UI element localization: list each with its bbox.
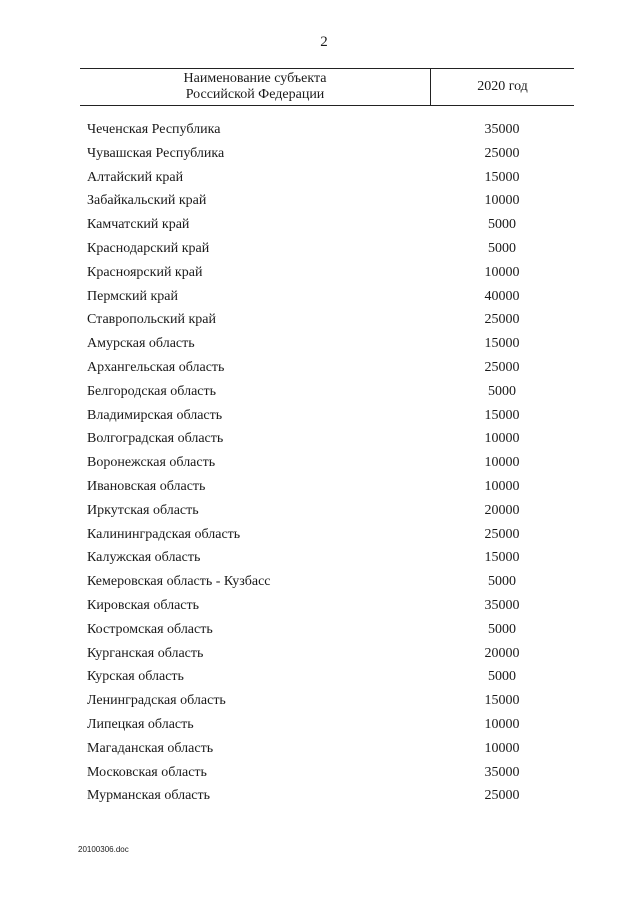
table-row (0, 643, 640, 667)
region-name: Белгородская область (87, 383, 217, 399)
table-row (0, 167, 640, 191)
table-row (0, 190, 640, 214)
region-name: Калининградская область (87, 526, 241, 542)
region-name: Амурская область (87, 336, 195, 352)
region-value-2020: 5000 (488, 574, 516, 590)
region-value-2020: 5000 (488, 383, 516, 399)
table-row (0, 309, 640, 333)
table-row (0, 357, 640, 381)
region-name: Курская область (87, 669, 184, 685)
table-row (0, 571, 640, 595)
region-value-2020: 25000 (484, 788, 520, 804)
region-name: Ставропольский край (87, 312, 216, 328)
region-name: Архангельская область (87, 359, 225, 375)
region-value-2020: 35000 (484, 122, 520, 137)
region-name: Калужская область (87, 550, 201, 566)
region-value-2020: 35000 (484, 764, 520, 780)
table-row (0, 381, 640, 405)
region-name: Забайкальский край (87, 193, 207, 209)
region-name: Костромская область (87, 621, 213, 637)
region-name: Владимирская область (87, 407, 223, 423)
region-value-2020: 40000 (484, 288, 520, 304)
region-name: Алтайский край (87, 169, 184, 185)
region-value-2020: 5000 (488, 240, 516, 256)
region-value-2020: 15000 (484, 169, 520, 185)
region-name: Ивановская область (87, 478, 206, 494)
region-value-2020: 10000 (484, 478, 520, 494)
region-value-2020: 10000 (484, 193, 520, 209)
table-row (0, 476, 640, 500)
region-value-2020: 5000 (488, 669, 516, 685)
table-row (0, 785, 640, 809)
region-value-2020: 25000 (484, 526, 520, 542)
region-value-2020: 10000 (484, 455, 520, 471)
table-header (80, 68, 574, 106)
region-value-2020: 15000 (484, 693, 520, 709)
region-value-2020: 15000 (484, 407, 520, 423)
region-value-2020: 10000 (484, 264, 520, 280)
region-name: Магаданская область (87, 740, 214, 756)
region-value-2020: 5000 (488, 217, 516, 233)
table-row (0, 405, 640, 429)
table-row (0, 595, 640, 619)
region-name: Чувашская Республика (87, 145, 225, 161)
region-value-2020: 10000 (484, 740, 520, 756)
region-value-2020: 20000 (484, 502, 520, 518)
region-name: Воронежская область (87, 455, 216, 471)
header-region-name (80, 69, 430, 105)
table-row (0, 143, 640, 167)
region-name: Московская область (87, 764, 207, 780)
table-row (0, 738, 640, 762)
region-value-2020: 35000 (484, 597, 520, 613)
table-row (0, 428, 640, 452)
region-value-2020: 10000 (484, 716, 520, 732)
table-row (0, 262, 640, 286)
page-number: 2 (320, 34, 328, 50)
table-row (0, 714, 640, 738)
region-value-2020: 15000 (484, 336, 520, 352)
region-name: Курганская область (87, 645, 204, 661)
table-row (0, 666, 640, 690)
region-name: Кемеровская область - Кузбасс (87, 574, 271, 590)
table-row (0, 690, 640, 714)
header-region-name-line1: Наименование субъекта (183, 71, 327, 86)
region-name: Камчатский край (87, 217, 190, 233)
region-name: Кировская область (87, 597, 200, 613)
table-row (0, 452, 640, 476)
table-row (0, 119, 640, 143)
region-value-2020: 15000 (484, 550, 520, 566)
table-row (0, 547, 640, 571)
region-name: Красноярский край (87, 264, 203, 280)
region-value-2020: 25000 (484, 312, 520, 328)
region-name: Ленинградская область (87, 693, 226, 709)
region-name: Мурманская область (87, 788, 211, 804)
region-value-2020: 25000 (484, 359, 520, 375)
table-row (0, 524, 640, 548)
region-value-2020: 25000 (484, 145, 520, 161)
table-row (0, 333, 640, 357)
region-name: Пермский край (87, 288, 178, 304)
region-name: Иркутская область (87, 502, 199, 518)
header-region-name-line2: Российской Федерации (185, 87, 325, 102)
footer-filename: 20100306.doc (78, 845, 129, 854)
region-name: Краснодарский край (87, 240, 210, 256)
table-row (0, 500, 640, 524)
table-row (0, 214, 640, 238)
region-value-2020: 5000 (488, 621, 516, 637)
region-value-2020: 10000 (484, 431, 520, 447)
region-name: Липецкая область (87, 716, 194, 732)
table-row (0, 286, 640, 310)
region-name: Волгоградская область (87, 431, 224, 447)
table-body (0, 119, 640, 809)
region-value-2020: 20000 (484, 645, 520, 661)
header-year: 2020 год (477, 79, 528, 94)
region-name: Чеченская Республика (87, 122, 221, 137)
table-row (0, 619, 640, 643)
table-row (0, 238, 640, 262)
table-row (0, 762, 640, 786)
